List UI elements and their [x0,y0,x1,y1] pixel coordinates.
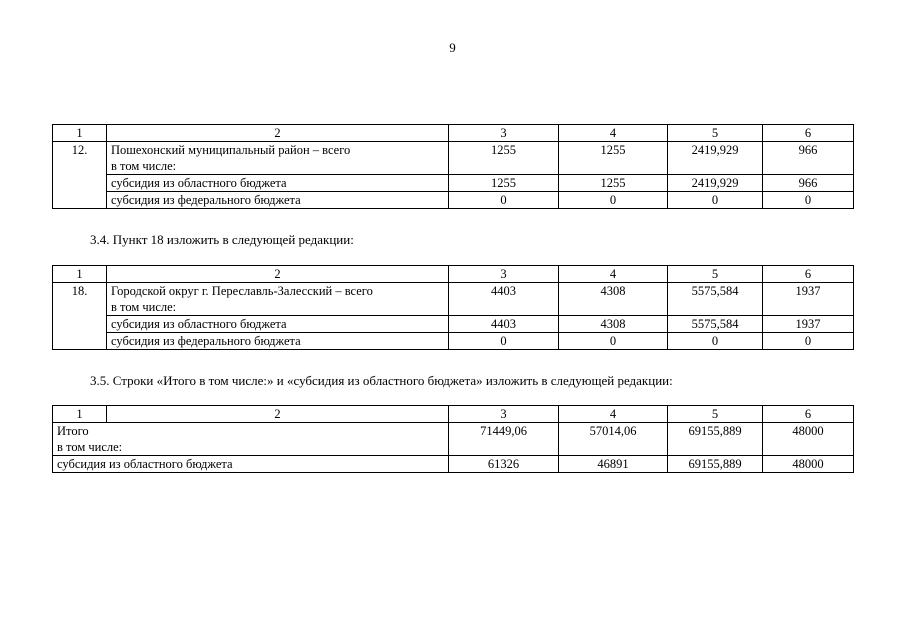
value-cell: 0 [559,333,668,350]
header-cell: 6 [763,125,854,142]
value-cell: 1255 [559,175,668,192]
row-name: субсидия из федерального бюджета [107,333,449,350]
page-number: 9 [449,40,456,55]
header-cell: 4 [559,406,668,423]
row-name: субсидия из областного бюджета [53,456,449,473]
value-cell: 0 [449,192,559,209]
row-name: субсидия из областного бюджета [107,175,449,192]
header-cell: 3 [449,125,559,142]
value-cell: 0 [559,192,668,209]
value-cell: 1255 [449,175,559,192]
row-name-subline: в том числе: [111,159,177,173]
value-cell: 69155,889 [668,423,763,456]
value-cell: 69155,889 [668,456,763,473]
value-cell: 966 [763,142,854,175]
value-cell: 4308 [559,316,668,333]
row-name [107,283,449,316]
value-cell: 4403 [449,316,559,333]
header-cell: 1 [53,266,107,283]
header-cell: 6 [763,266,854,283]
header-cell: 6 [763,406,854,423]
table-pункт-12 [52,124,854,209]
value-cell: 1937 [763,316,854,333]
value-cell: 71449,06 [449,423,559,456]
header-cell: 2 [107,266,449,283]
row-number: 12. [53,142,107,209]
value-cell: 2419,929 [668,142,763,175]
value-cell: 48000 [763,423,854,456]
value-cell: 1937 [763,283,854,316]
row-name-subline: в том числе: [111,300,177,314]
table-row [53,175,854,192]
value-cell: 0 [763,333,854,350]
header-cell: 1 [53,125,107,142]
value-cell: 61326 [449,456,559,473]
value-cell: 4308 [559,283,668,316]
table-row [53,316,854,333]
table-punkt-18 [52,265,854,350]
row-name-line: Городской округ г. Переславль-Залесский – всего [111,284,373,298]
row-name: субсидия из федерального бюджета [107,192,449,209]
row-name [107,142,449,175]
row-name-subline: в том числе: [57,440,123,454]
table-row [53,456,854,473]
value-cell: 1255 [449,142,559,175]
table-header-row [53,266,854,283]
paragraph-3-4: 3.4. Пункт 18 изложить в следующей редакции: [90,232,354,247]
header-cell: 4 [559,266,668,283]
value-cell: 2419,929 [668,175,763,192]
value-cell: 57014,06 [559,423,668,456]
row-name [53,423,449,456]
value-cell: 5575,584 [668,316,763,333]
row-number: 18. [53,283,107,350]
value-cell: 4403 [449,283,559,316]
value-cell: 0 [668,192,763,209]
header-cell: 2 [107,406,449,423]
header-cell: 5 [668,406,763,423]
table-row [53,142,854,175]
table-header-row [53,406,854,423]
table-row [53,333,854,350]
table-row [53,192,854,209]
value-cell: 46891 [559,456,668,473]
row-name-line: Пошехонский муниципальный район – всего [111,143,351,157]
value-cell: 48000 [763,456,854,473]
table-row [53,423,854,456]
value-cell: 0 [668,333,763,350]
value-cell: 966 [763,175,854,192]
header-cell: 2 [107,125,449,142]
value-cell: 5575,584 [668,283,763,316]
paragraph-3-5: 3.5. Строки «Итого в том числе:» и «субсидия из областного бюджета» изложить в следующей редакции: [90,373,673,388]
row-name-line: Итого [57,424,89,438]
header-cell: 4 [559,125,668,142]
value-cell: 0 [449,333,559,350]
value-cell: 0 [763,192,854,209]
row-name: субсидия из областного бюджета [107,316,449,333]
table-header-row [53,125,854,142]
header-cell: 5 [668,125,763,142]
header-cell: 3 [449,406,559,423]
value-cell: 1255 [559,142,668,175]
header-cell: 3 [449,266,559,283]
header-cell: 5 [668,266,763,283]
header-cell: 1 [53,406,107,423]
table-row [53,283,854,316]
table-itogo [52,405,854,473]
